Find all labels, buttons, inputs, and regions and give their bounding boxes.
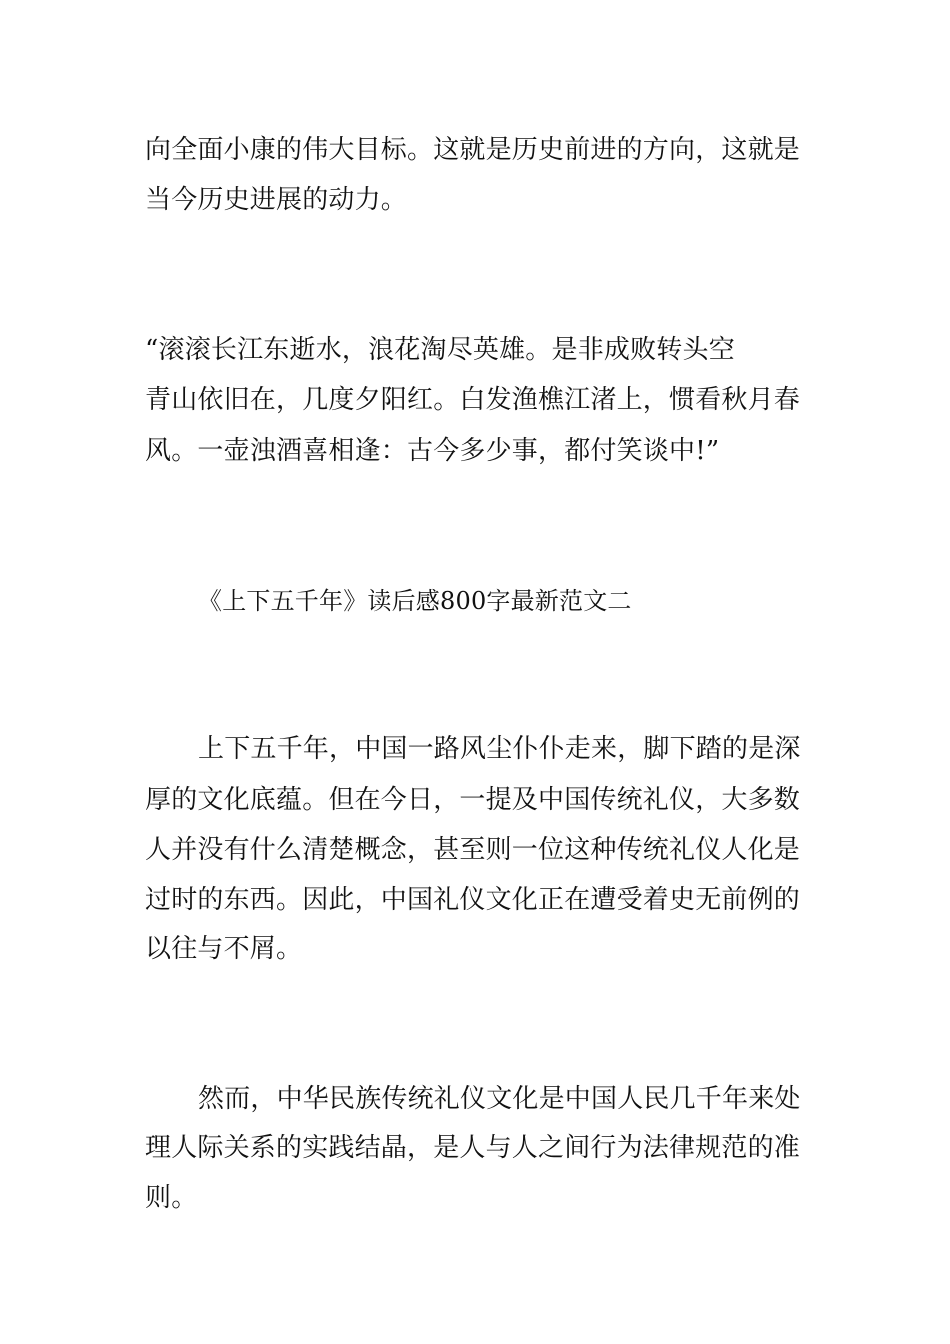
paragraph-2-line-2: 青山依旧在，几度夕阳红。白发渔樵江渚上，惯看秋月春 xyxy=(145,385,801,415)
paragraph-3-line-1: 上下五千年，中国一路风尘仆仆走来，脚下踏的是深 xyxy=(198,734,801,764)
paragraph-3-line-2: 厚的文化底蕴。但在今日，一提及中国传统礼仪，大多数 xyxy=(145,785,801,815)
paragraph-4-line-1: 然而，中华民族传统礼仪文化是中国人民几千年来处 xyxy=(198,1084,801,1114)
paragraph-3-line-4: 过时的东西。因此，中国礼仪文化正在遭受着史无前例的 xyxy=(145,885,801,915)
paragraph-1-line-1: 向全面小康的伟大目标。这就是历史前进的方向，这就是 xyxy=(145,135,801,165)
paragraph-4-line-2: 理人际关系的实践结晶，是人与人之间行为法律规范的准 xyxy=(145,1133,801,1163)
paragraph-3-line-3: 人并没有什么清楚概念，甚至则一位这种传统礼仪人化是 xyxy=(145,835,801,865)
paragraph-4-line-3: 则。 xyxy=(145,1183,198,1213)
paragraph-2-line-1: “滚滚长江东逝水，浪花淘尽英雄。是非成败转头空 xyxy=(145,335,735,365)
section-heading: 《上下五千年》读后感800字最新范文二 xyxy=(198,587,632,615)
paragraph-1-line-2: 当今历史进展的动力。 xyxy=(145,185,408,215)
paragraph-2-line-3: 风。一壶浊酒喜相逢：古今多少事，都付笑谈中!” xyxy=(145,436,720,466)
paragraph-3-line-5: 以往与不屑。 xyxy=(145,934,303,964)
